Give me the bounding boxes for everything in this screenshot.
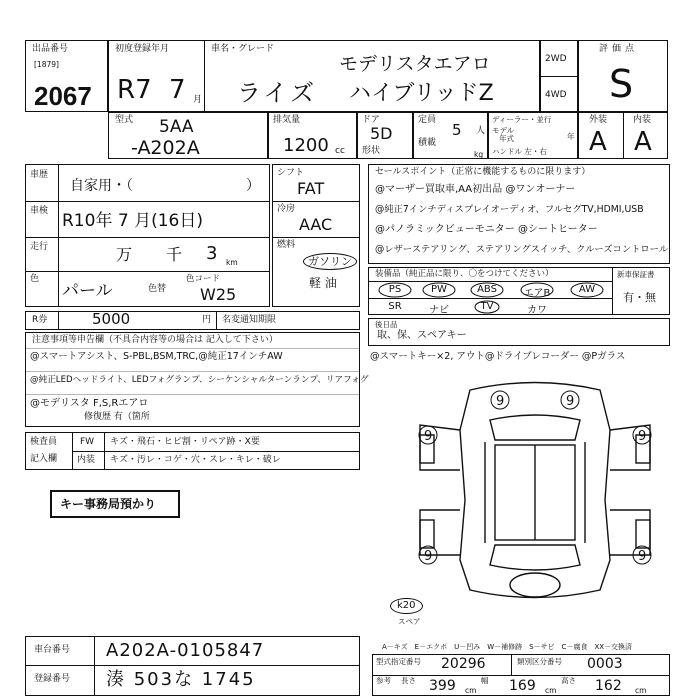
int-value: A (634, 127, 652, 157)
lot-label: 出品番号 (32, 44, 69, 54)
recycle-unit: 円 (202, 315, 212, 325)
reg-era: R7 (117, 75, 152, 105)
w-unit: cm (545, 686, 557, 695)
capacity-value: 5 (452, 121, 462, 139)
fuel-diesel: 軽 油 (309, 276, 337, 290)
type-label: 型式指定番号 (376, 657, 421, 666)
equipment-block (368, 267, 670, 315)
history-value: 自家用・（ (70, 178, 133, 194)
h-unit: cm (635, 686, 647, 695)
notes-line-1: @スマートアシスト、S-PBL,BSM,TRC,@純正17インチAW (30, 351, 283, 362)
w-value: 169 (509, 678, 536, 694)
equip-sr: SR (388, 301, 402, 312)
notice-label: 名変通知期限 (222, 315, 277, 325)
recycle-value: 5000 (92, 310, 131, 328)
equipment-circles (369, 268, 613, 314)
fuel-gas: ガソリン (303, 253, 357, 270)
dealer-year: 年式 (499, 134, 514, 143)
type-value: 20296 (441, 656, 486, 672)
lot-box (25, 40, 108, 112)
equip-abs: ABS (477, 284, 497, 295)
equip-tv: TV (480, 301, 494, 312)
recycle-row (25, 311, 360, 330)
h-label: 高さ (561, 676, 576, 685)
name-label: 車名・グレード (211, 44, 275, 54)
ext-int-box (578, 112, 668, 159)
equip-leather: カワ (527, 305, 547, 316)
notes-label: 注意事項等申告欄（不具合内容等の場合は 記入して下さい） (32, 335, 278, 345)
ref-label: 参考 (376, 676, 391, 685)
selling-line-2: @純正7インチディスプレイオーディオ、フルセグTV,HDMI,USB (375, 204, 644, 215)
recycle-label: R券 (32, 315, 48, 325)
diagram-mark-4: 9 (638, 549, 647, 564)
len-unit: cm (465, 686, 477, 695)
notes-repair: 修復歴 有（箇所 (84, 412, 150, 422)
equip-navi: ナビ (429, 305, 449, 316)
lot-number: 2067 (34, 81, 92, 111)
history-block (25, 164, 270, 307)
plate-value: 湊 503な 1745 (106, 669, 256, 690)
equip-ps: PS (388, 284, 402, 295)
diagram-mark-3: 9 (424, 549, 433, 564)
spare-label: スペア (398, 617, 421, 626)
top-block (108, 40, 540, 112)
ext-label: 外装 (589, 115, 608, 125)
notes-line-3: @モデリスタ F,S,Rエアロ (30, 398, 149, 409)
after-value: 取、保、スペアキー (377, 330, 467, 341)
color-code: W25 (200, 285, 237, 304)
notes-line-2: @純正LEDヘッドライト、LEDフォグランプ、シーケンシャルターンランプ、リアフォグ (30, 375, 369, 385)
score-label: 評価点 (599, 44, 639, 54)
name-line2: ライズ (237, 79, 318, 107)
specs-block (372, 654, 670, 696)
inspector-label-2: 記入欄 (30, 454, 58, 464)
capacity-kg: kg (474, 150, 484, 159)
h-value: 162 (595, 678, 622, 694)
history-label: 車歴 (30, 170, 49, 180)
diagram-mark-1: 9 (424, 429, 433, 444)
dealer-model: モデル (492, 126, 515, 135)
ext-value: A (589, 127, 607, 157)
shift-block (272, 164, 360, 307)
shaken-label: 車検 (30, 206, 49, 216)
displacement-value: 1200 (283, 135, 329, 156)
chassis-block (25, 636, 360, 696)
reg-unit: 月 (193, 95, 203, 105)
dealer-handle: ハンドル 左・右 (492, 147, 547, 156)
doors-label: ドア (362, 115, 380, 125)
after-block (368, 318, 670, 346)
color-code-label: 色コード (186, 274, 221, 284)
shaken-value: R10年 7 月(16日) (62, 211, 203, 231)
displacement-box (268, 112, 357, 159)
name-line3: ハイブリッドZ (349, 81, 494, 106)
reg-label: 初度登録年月 (115, 44, 170, 54)
notes-block (25, 332, 369, 427)
new-car-value: 有・無 (623, 291, 656, 304)
drive-4wd: 4WD (545, 90, 567, 100)
doors-body: 形状 (362, 146, 381, 156)
equipment-label: 装備品（純正品に限り、〇をつけてください） (375, 269, 554, 279)
mileage-label: 走行 (30, 242, 49, 252)
len-value: 399 (429, 678, 456, 694)
drive-2wd: 2WD (545, 54, 567, 64)
capacity-label: 定員 (418, 115, 437, 125)
equip-airbag: エアB (523, 288, 551, 299)
class-label: 類別区分番号 (517, 657, 562, 666)
chassis-label: 車台番号 (34, 645, 71, 655)
mileage-sen: 千 (166, 245, 183, 264)
name-line1: モデリスタエアロ (339, 53, 491, 75)
class-value: 0003 (587, 656, 623, 672)
int-label: 内装 (633, 115, 652, 125)
capacity-unit: 人 (476, 126, 486, 136)
selling-line-4: @レザーステアリング、ステアリングスイッチ、クルーズコントロール (375, 244, 669, 255)
selling-line-3: @パノラミックビューモニター @シートヒーター (375, 224, 598, 235)
model-frame: -A202A (131, 137, 200, 159)
color-label: 色 (30, 274, 40, 284)
equip-pw: PW (431, 284, 447, 295)
color-swap-label: 色替 (148, 284, 167, 294)
inspector-nai: 内装 (77, 455, 96, 465)
mileage-unit: km (226, 258, 238, 267)
mileage-value: 3 (206, 243, 218, 264)
diagram-mark-5: 9 (496, 394, 505, 409)
doors-value: 5D (370, 124, 393, 143)
after-extra: @スマートキー×2, アウト@ドライブレコーダー @Pガラス (370, 351, 626, 362)
inspector-fw: FW (80, 437, 95, 447)
shift-label: シフト (277, 168, 305, 178)
ac-value: AAC (299, 215, 333, 234)
w-label: 幅 (481, 676, 489, 685)
dealer-label: ディーラー・並行 (492, 115, 552, 124)
diagram-mark-2: 9 (638, 429, 647, 444)
ac-label: 冷房 (277, 204, 296, 214)
inspector-block (25, 432, 360, 470)
score-value: S (609, 62, 634, 106)
model-code: 5AA (159, 117, 194, 137)
diagram-mark-6: 9 (566, 394, 575, 409)
after-label: 後日品 (375, 320, 398, 329)
selling-label: セールスポイント（正常に機能するものに限ります） (375, 167, 591, 177)
shift-value: FAT (297, 179, 325, 198)
car-diagram (400, 380, 670, 605)
legend-text: A－キズ E－エクボ U－凹み W－補修跡 S－サビ C－腐食 XX－交換済 (382, 643, 633, 651)
lot-sub: [1879] (34, 60, 59, 69)
inspector-label-1: 検査員 (30, 437, 58, 447)
drive-box (540, 40, 578, 112)
displacement-label: 排気量 (273, 115, 301, 125)
plate-label: 登録番号 (34, 674, 71, 684)
selling-block (368, 164, 670, 264)
doors-box (357, 112, 413, 159)
score-box (578, 40, 668, 112)
equip-aw: AW (578, 284, 596, 295)
new-car-label: 新車保証書 (617, 270, 655, 279)
capacity-load: 積載 (418, 138, 437, 148)
len-label: 長さ (401, 676, 416, 685)
capacity-box (413, 112, 488, 159)
chassis-value: A202A-0105847 (106, 640, 265, 661)
inspector-fw-text: キズ・飛石・ヒビ割・リペア跡・X要 (110, 437, 260, 447)
model-label: 型式 (115, 115, 134, 125)
mileage-man: 万 (116, 245, 133, 264)
dealer-year-unit: 年 (567, 132, 575, 141)
color-value: パール (62, 281, 113, 301)
reg-month: 7 (169, 75, 186, 105)
fuel-label: 燃料 (277, 240, 296, 250)
spare-value: k20 (390, 598, 423, 614)
selling-line-1: @マーザー買取車,AA初出品 @ワンオーナー (375, 184, 576, 195)
history-close: ） (246, 178, 260, 194)
key-stamp (50, 490, 180, 518)
inspector-nai-text: キズ・汚レ・コゲ・穴・スレ・キレ・破レ (110, 455, 281, 465)
key-label: キー事務局預かり (60, 497, 157, 511)
dealer-box (488, 112, 578, 159)
displacement-unit: cc (335, 146, 345, 156)
model-box (108, 112, 268, 159)
